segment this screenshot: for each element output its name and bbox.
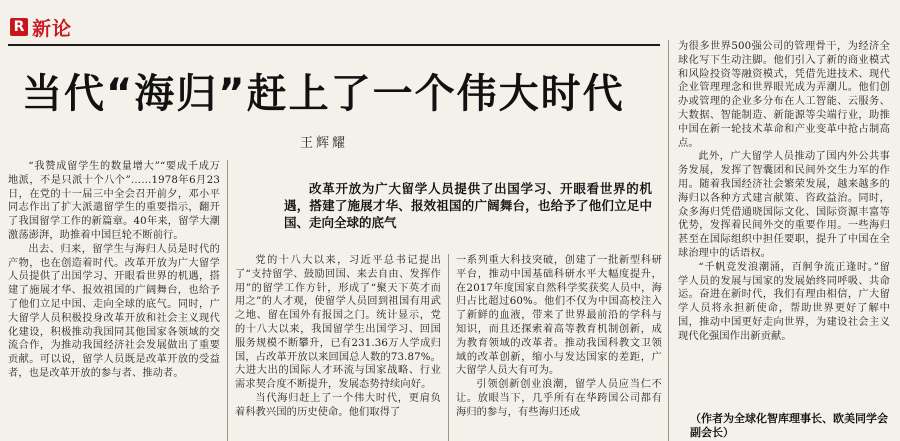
paragraph: 党的十八大以来，习近平总书记提出了“支持留学、鼓励回国、来去自由、发挥作用”的留学工作方针，形成了“聚天下英才而用之”的人才观，使留学人员回到祖国有用武之地、留在国外有报国之门。统计显示，党的十八大以来，我国留学生出国学习、回国服务规模不断攀升，已有231.36万人学成归国，占改革开放以来回国总人数的73.87%。大进大出的国际人才环流与国家战略、行业需求契合度不断提升，发展态势持续向好。 [235,255,441,391]
article-column-4 [678,40,890,344]
section-logo-icon: R [10,18,28,36]
paragraph: 此外，广大留学人员推动了国内外公共事务发展，发挥了智囊团和民间外交生力军的作用。随着我国经济社会繁荣发展，越来越多的海归以各种方式建言献策、咨政益治。同时，众多海归凭借通晓国际文化、国际资源丰富等优势，发挥着民间外交的重要作用。一些海归甚至在国际组织中担任要职，提升了中国在全球治理中的话语权。 [678,151,890,259]
column-divider [668,40,669,441]
lead-paragraph: 改革开放为广大留学人员提供了出国学习、开眼看世界的机遇，搭建了施展才华、报效祖国的广阔舞台，也给予了他们立足中国、走向全球的底气 [284,181,652,230]
paragraph: 为很多世界500强公司的管理骨干，为经济全球化写下生动注脚。他们引入了新的商业模式和风险投资等融资模式，凭借先进技术、现代企业管理理念和世界眼光成为弄潮儿。他们创办或管理的企业多分布在人工智能、云服务、大数据、智能制造、新能源等尖端行业，助推中国在新一轮技术革命和产业变革中抢占制高点。 [678,41,890,149]
author-signature: （作者为全球化智库理事长、欧美同学会副会长） [690,412,888,439]
paragraph: 出去、归来，留学生与海归人员是时代的产物，也在创造着时代。改革开放为广大留学人员提供了出国学习、开眼看世界的机遇，搭建了施展才华、报效祖国的广阔舞台，也给予了他们立足中国、走向全球的底气。同时，广大留学人员积极投身改革开放和社会主义现代化建设，积极推动我国同其他国家各领域的交流合作，为推动我国经济社会发展做出了重要贡献。可以说，留学人员既是改革开放的受益者，也是改革开放的参与者、推动者。 [8,243,220,379]
paragraph: 引领创新创业浪潮，留学人员应当仁不让。放眼当下，几乎所有在华跨国公司都有海归的参与，有些海归还成 [456,379,662,418]
column-divider [227,160,228,441]
top-rule [8,44,660,46]
section-tag [10,14,72,40]
article-lead [284,180,652,231]
article-column-3 [456,254,662,420]
paragraph: “我赞成留学生的数量增大”“要成千成万地派，不是只派十个八个”……1978年6月23日，在党的十一届三中全会召开前夕，邓小平同志作出了扩大派遣留学生的重要指示，翻开了我国留学工作的新篇章。40年来，留学大潮激荡澎湃，助推着中国巨轮不断前行。 [8,161,220,241]
column-divider [448,254,449,441]
article-column-2 [235,254,441,420]
article-headline: 当代“海归”赶上了一个伟大时代 [22,71,625,117]
article-byline: 王辉耀 [300,136,349,151]
article-column-1 [8,160,220,381]
section-label: 新论 [32,17,73,40]
paragraph: 当代海归赶上了一个伟大时代，更肩负着科教兴国的历史使命。他们取得了 [235,392,441,418]
paragraph: “千帆竞发浪潮涌，百舸争流正逢时。”留学人员的发展与国家的发展始终同呼吸、共命运。奋进在新时代，我们有理由相信，广大留学人员将永担新使命，帮助世界更好了解中国，推动中国更好走向世界，为建设社会主义现代化强国作出新贡献。 [678,261,890,342]
paragraph: 一系列重大科技突破，创建了一批新型科研平台，推动中国基础科研水平大幅度提升，在2017年度国家自然科学奖获奖人员中，海归占比超过60%。他们不仅为中国高校注入了新鲜的血液，带来了世界最前沿的学科与知识，而且还探索着高等教育机制创新，成为教育领域的改革者。推动我国科教文卫领域的改革创新，缩小与发达国家的差距，广大留学人员大有可为。 [456,255,662,377]
